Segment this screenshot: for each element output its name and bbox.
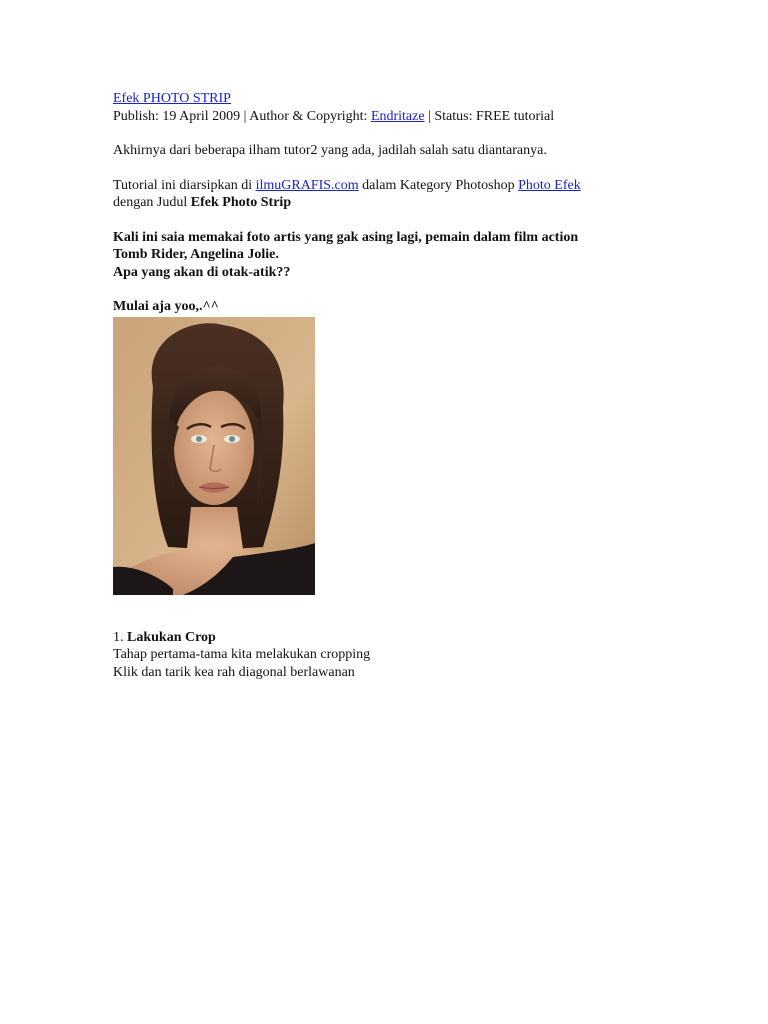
article-title-link[interactable]: Efek PHOTO STRIP <box>113 91 231 106</box>
step-1-heading: Lakukan Crop <box>127 629 216 645</box>
author-link[interactable]: Endritaze <box>370 108 425 124</box>
portrait-photo <box>113 317 315 595</box>
bold-paragraph-line-1: Kali ini saia memakai foto artis yang gak asing lagi, pemain dalam film action <box>113 229 579 245</box>
step-1-line-1: Tahap pertama-tama kita melakukan cropping <box>113 647 371 662</box>
publish-info: Publish: 19 April 2009 | Author & Copyright: <box>113 108 371 124</box>
intro-text: Akhirnya dari beberapa ilham tutor2 yang ada, jadilah salah satu diantaranya. <box>113 143 547 158</box>
step-1-line-2: Klik dan tarik kea rah diagonal berlawanan <box>113 664 355 680</box>
archive-line-1 <box>113 177 653 195</box>
step-1-title <box>113 629 653 647</box>
bold-paragraph-line-3: Apa yang akan di otak-atik?? <box>113 264 291 280</box>
archive-title-bold: Efek Photo Strip <box>190 195 292 210</box>
bold-paragraph-line-2: Tomb Rider, Angelina Jolie. <box>113 247 279 262</box>
category-link[interactable]: Photo Efek <box>518 177 581 193</box>
start-text: Mulai aja yoo,.^^ <box>113 299 219 314</box>
site-link[interactable]: ilmuGRAFIS.com <box>255 177 359 193</box>
archive-line-2 <box>113 194 653 212</box>
step-1-number: 1. <box>113 629 127 645</box>
archive-middle: dalam Kategory Photoshop <box>358 177 519 193</box>
article-body <box>113 90 653 681</box>
archive-prefix: Tutorial ini diarsipkan di <box>113 177 256 193</box>
status-info: | Status: FREE tutorial <box>424 108 555 124</box>
archive-line2-prefix: dengan Judul <box>113 195 191 210</box>
article-meta <box>113 108 653 126</box>
